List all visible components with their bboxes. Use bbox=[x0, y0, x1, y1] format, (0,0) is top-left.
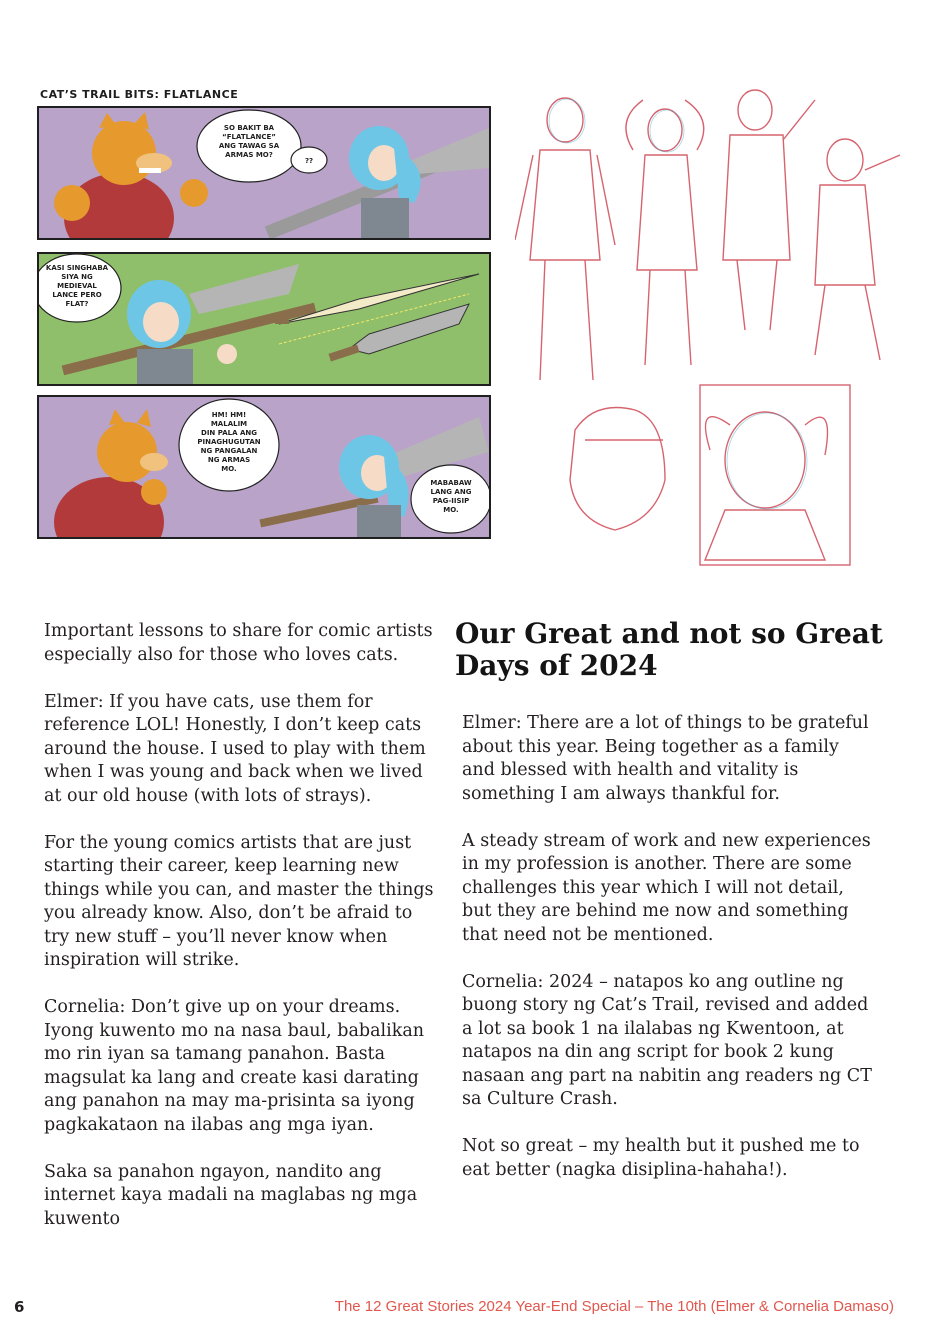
svg-text:?? bbox=[305, 157, 313, 165]
comic-panel-3 bbox=[37, 395, 491, 539]
bubble-line: SIYA NG bbox=[61, 273, 93, 281]
bubble-line: LANCE PERO bbox=[52, 291, 102, 299]
bubble-line: MALALIM bbox=[210, 420, 248, 428]
bubble-line: FLAT? bbox=[65, 300, 89, 308]
right-paragraph-3: Cornelia: 2024 – natapos ko ang outline ng buong story ng Cat’s Trail, revised and added a lot sa book 1 na ilalabas ng Kwentoon, at natapos na din ang script for book 2 kung nasaan ang part na nabitin ang readers ng CT sa Culture Crash. bbox=[462, 971, 872, 1109]
comic-panel-3-art bbox=[39, 397, 489, 537]
left-column bbox=[44, 620, 434, 1255]
character-sketch-art bbox=[515, 80, 915, 570]
speech-bubble-4 bbox=[179, 399, 279, 491]
bubble-line: DIN PALA ANG bbox=[201, 429, 257, 437]
speech-bubble-2 bbox=[291, 147, 327, 173]
speech-bubble-5 bbox=[411, 465, 489, 533]
bubble-line: PINAGHUGUTAN bbox=[197, 438, 261, 446]
speech-bubble-1 bbox=[197, 110, 301, 182]
page-number: 6 bbox=[14, 1298, 25, 1316]
bubble-line: PAG-IISIP bbox=[432, 497, 470, 505]
comic-title: CAT’S TRAIL BITS: FLATLANCE bbox=[40, 88, 239, 101]
bubble-line: ?? bbox=[304, 157, 314, 165]
bubble-line: NG ARMAS bbox=[207, 456, 251, 464]
bubble-line: LANG ANG bbox=[430, 488, 472, 496]
character-sketch-sheet bbox=[515, 80, 915, 570]
right-column bbox=[462, 712, 872, 1206]
bubble-line: MEDIEVAL bbox=[57, 282, 97, 290]
comic-panel-2-art bbox=[39, 254, 489, 384]
bubble-line: MO. bbox=[443, 506, 459, 514]
comic-panel-2 bbox=[37, 252, 491, 386]
left-paragraph-4: Cornelia: Don’t give up on your dreams. Iyong kuwento mo na nasa baul, babalikan mo rin iyan sa tamang panahon. Basta magsulat ka lang and create kasi darating ang panahon na may ma-prisinta sa iyong pagkakataon na ilabas ang mga iyan. bbox=[44, 997, 425, 1135]
speech-bubble-3 bbox=[39, 254, 121, 322]
section-heading: Our Great and not so Great Days of 2024 bbox=[455, 617, 883, 682]
right-paragraph-2: A steady stream of work and new experiences in my profession is another. There are some challenges this year which I will not detail, but they are behind me now and something that need not be mentioned. bbox=[462, 830, 871, 945]
left-paragraph-3: For the young comics artists that are just starting their career, keep learning new things while you can, and master the things you already know. Also, don’t be afraid to try new stuff – you’ll never know when inspiration will strike. bbox=[44, 832, 434, 970]
left-paragraph-1: Important lessons to share for comic artists especially also for those who loves cats. bbox=[44, 621, 433, 665]
right-paragraph-1: Elmer: There are a lot of things to be grateful about this year. Being together as a family and blessed with health and vitality is something I am always thankful for. bbox=[462, 713, 869, 804]
bubble-line: ANG TAWAG SA bbox=[218, 142, 280, 150]
bubble-line: MO. bbox=[221, 465, 237, 473]
bubble-line: SO BAKIT BA bbox=[223, 124, 275, 132]
bubble-line: HM! HM! bbox=[211, 411, 247, 419]
footer-title: The 12 Great Stories 2024 Year-End Special – The 10th (Elmer & Cornelia Damaso) bbox=[334, 1298, 894, 1315]
bubble-line: NG PANGALAN bbox=[200, 447, 258, 455]
comic-panel-1-art bbox=[39, 108, 489, 238]
bubble-line: KASI SINGHABA bbox=[45, 264, 109, 272]
right-paragraph-4: Not so great – my health but it pushed me to eat better (nagka disiplina-hahaha!). bbox=[462, 1136, 860, 1180]
left-paragraph-5: Saka sa panahon ngayon, nandito ang internet kaya madali na maglabas ng mga kuwento bbox=[44, 1161, 418, 1229]
bubble-line: “FLATLANCE” bbox=[222, 133, 276, 141]
bubble-line: ARMAS MO? bbox=[225, 151, 273, 159]
comic-panel-1 bbox=[37, 106, 491, 240]
svg-text:SO BAKIT BA“FLATLANCE”ANG TAWA bbox=[219, 124, 280, 159]
bubble-line: MABABAW bbox=[430, 479, 472, 487]
left-paragraph-2: Elmer: If you have cats, use them for reference LOL! Honestly, I don’t keep cats around the house. I used to play with them when I was young and back when we lived at our old house (with lots of strays). bbox=[44, 691, 426, 806]
